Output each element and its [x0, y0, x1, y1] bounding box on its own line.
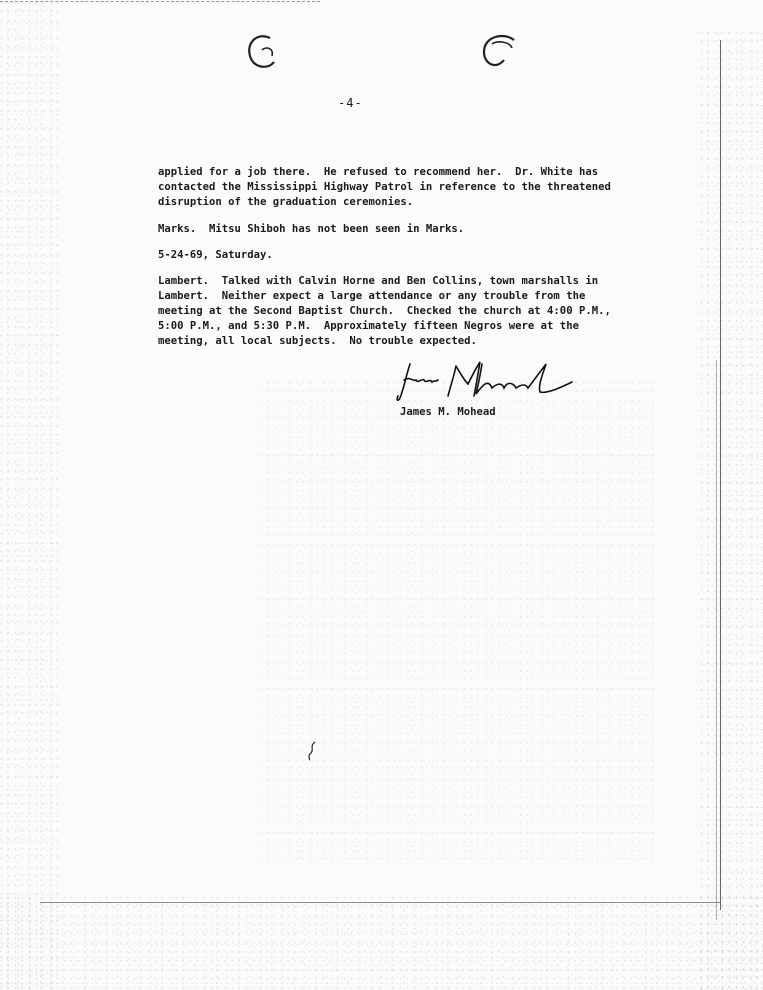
text-line: 5-24-69, Saturday. — [158, 249, 273, 261]
page-number: -4- — [338, 96, 363, 110]
top-edge-dashes — [0, 1, 320, 2]
punch-hole-left-icon — [240, 30, 290, 75]
paragraph-graduation — [158, 165, 648, 210]
right-edge-shadow-line — [716, 360, 717, 920]
text-line: 5:00 P.M., and 5:30 P.M. Approximately fifteen Negros were at the — [158, 320, 579, 332]
text-line: Marks. Mitsu Shiboh has not been seen in Marks. — [158, 223, 465, 235]
stray-pen-mark — [305, 740, 319, 762]
bottom-edge-line — [40, 902, 720, 903]
signer-name: James M. Mohead — [400, 406, 496, 418]
text-line: disruption of the graduation ceremonies. — [158, 196, 414, 208]
right-edge-line — [720, 40, 721, 910]
text-line: applied for a job there. He refused to recommend her. Dr. White has — [158, 166, 599, 178]
text-line: meeting, all local subjects. No trouble expected. — [158, 335, 477, 347]
scan-noise-bottom — [0, 895, 763, 990]
scan-noise-left — [0, 0, 60, 990]
scan-noise-middle — [260, 380, 660, 860]
text-line: Lambert. Talked with Calvin Horne and Ben Collins, town marshalls in — [158, 275, 599, 287]
text-line: contacted the Mississippi Highway Patrol in reference to the threatened — [158, 181, 611, 193]
text-line: Lambert. Neither expect a large attendance or any trouble from the — [158, 290, 586, 302]
handwritten-signature — [396, 358, 576, 406]
scan-noise-right — [700, 30, 763, 990]
date-heading — [158, 248, 648, 263]
text-line: meeting at the Second Baptist Church. Checked the church at 4:00 P.M., — [158, 305, 611, 317]
punch-hole-right-icon — [470, 30, 525, 75]
paragraph-lambert — [158, 274, 648, 349]
paragraph-marks — [158, 222, 648, 237]
